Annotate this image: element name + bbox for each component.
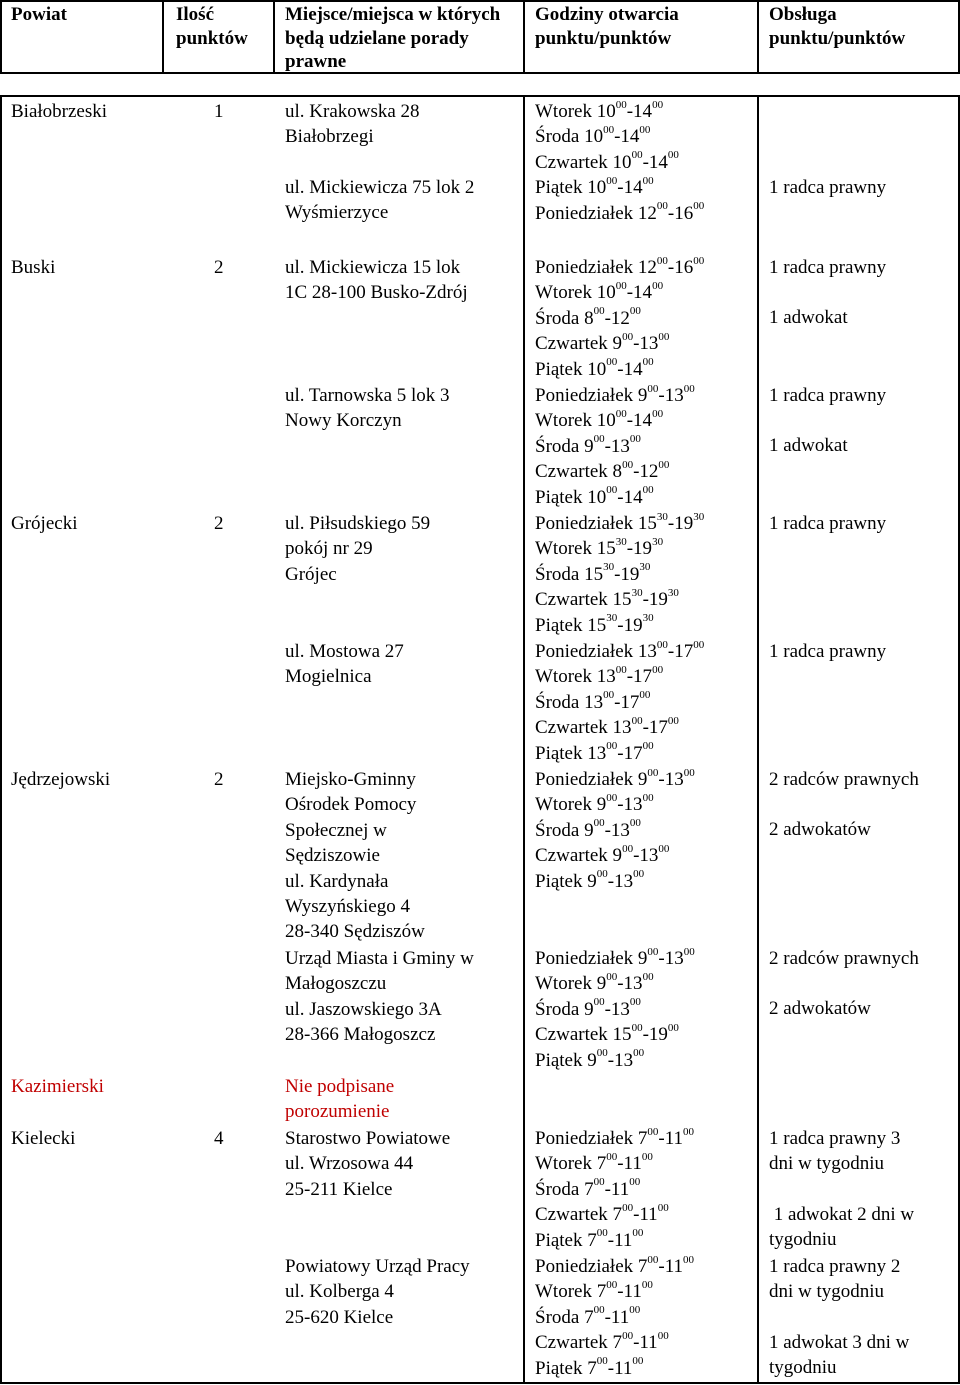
staff-cell [769, 511, 886, 536]
ilosc-cell: 2 [214, 769, 224, 790]
hours-cell [535, 639, 704, 766]
hours-line: Piątek $13^{00}-17^{00}$ [535, 740, 654, 764]
body-divider-staff [757, 95, 759, 1384]
ilosc-cell: 2 [214, 513, 224, 534]
place-line: ul. Piłsudskiego 59 [285, 513, 431, 534]
hours-line: Czwartek $9^{00}-13^{00}$ [535, 330, 670, 355]
hours-line: Wtorek $13^{00}-17^{00}$ [535, 664, 664, 688]
staff-line: 1 radca prawny [769, 513, 887, 534]
hours-line: Piątek $7^{00}-11^{00}$ [535, 1355, 644, 1379]
hours-cell [535, 1126, 694, 1253]
powiat-cell: Jędrzejowski [11, 769, 111, 790]
powiat-cell: Kazimierski [11, 1076, 104, 1097]
hours-line: Środa $9^{00}-13^{00}$ [535, 996, 641, 1020]
staff-line: 1 radca prawny [769, 385, 887, 406]
hours-line: Wtorek $10^{00}-14^{00}$ [535, 280, 664, 304]
place-line: ul. Tarnowska 5 lok 3 [285, 385, 450, 406]
place-line: Nie podpisane [285, 1076, 395, 1097]
hours-line: Poniedziałek $12^{00}-16^{00}$ [535, 200, 705, 224]
header-miejsce: Miejsce/miejsca w których będą udzielane porady prawne [285, 4, 501, 72]
place-line: 28-366 Małogoszcz [285, 1024, 436, 1046]
place-line: ul. Mickiewicza 15 lok [285, 257, 461, 278]
body-border-bottom [0, 1382, 960, 1384]
body-border-left [0, 95, 2, 1384]
body-border-top [0, 95, 960, 97]
place-cell [285, 383, 450, 434]
hours-line: Piątek $7^{00}-11^{00}$ [535, 1227, 644, 1251]
hours-line: Poniedziałek $9^{00}-13^{00}$ [535, 766, 695, 790]
body-divider-hours [523, 95, 525, 1384]
hours-line: Wtorek $10^{00}-14^{00}$ [535, 98, 664, 122]
hours-line: Poniedziałek $12^{00}-16^{00}$ [535, 254, 705, 278]
place-line: 25-211 Kielce [285, 1178, 393, 1200]
staff-line: 1 adwokat 3 dni w [769, 1331, 910, 1353]
hours-line: Środa $7^{00}-11^{00}$ [535, 1176, 641, 1200]
place-line: pokój nr 29 [285, 538, 373, 560]
staff-line: 2 radców prawnych [769, 769, 919, 790]
place-line: Nowy Korczyn [285, 410, 402, 432]
hours-line: Wtorek $7^{00}-11^{00}$ [535, 1279, 653, 1303]
place-line: ul. Jaszowskiego 3A [285, 998, 442, 1020]
hours-cell [535, 99, 704, 226]
place-line: Mogielnica [285, 666, 372, 688]
hours-cell [535, 255, 704, 382]
header-divider-3 [523, 0, 525, 74]
staff-line: 1 adwokat [769, 307, 848, 329]
staff-line: 1 radca prawny 2 [769, 1256, 901, 1277]
header-divider-2 [273, 0, 275, 74]
hours-line: Wtorek $7^{00}-11^{00}$ [535, 1151, 653, 1175]
hours-line: Wtorek $9^{00}-13^{00}$ [535, 971, 654, 995]
staff-line: 1 radca prawny [769, 257, 887, 278]
hours-cell [535, 946, 695, 1073]
staff-line: tygodniu [769, 1229, 837, 1251]
hours-line: Poniedziałek $9^{00}-13^{00}$ [535, 945, 695, 969]
hours-cell [535, 383, 695, 510]
place-cell [285, 639, 404, 690]
hours-line: Czwartek $7^{00}-11^{00}$ [535, 1329, 669, 1354]
header-divider-4 [757, 0, 759, 74]
hours-line: Poniedziałek $15^{30}-19^{30}$ [535, 510, 705, 534]
hours-line: Poniedziałek $9^{00}-13^{00}$ [535, 382, 695, 406]
header-border-left [0, 0, 2, 74]
hours-line: Środa $15^{30}-19^{30}$ [535, 561, 651, 585]
powiat-cell: Białobrzeski [11, 101, 108, 122]
hours-line: Piątek $9^{00}-13^{00}$ [535, 868, 645, 892]
hours-line: Środa $7^{00}-11^{00}$ [535, 1304, 641, 1328]
hours-line: Wtorek $10^{00}-14^{00}$ [535, 408, 664, 432]
hours-line: Poniedziałek $7^{00}-11^{00}$ [535, 1125, 695, 1149]
place-line: ul. Kolberga 4 [285, 1281, 394, 1303]
place-line: porozumienie [285, 1101, 390, 1123]
staff-line: tygodniu [769, 1357, 837, 1379]
staff-cell [769, 1126, 914, 1253]
hours-line: Poniedziałek $13^{00}-17^{00}$ [535, 638, 705, 662]
place-cell [285, 946, 474, 1048]
staff-line: dni w tygodniu [769, 1153, 885, 1175]
hours-line: Piątek $10^{00}-14^{00}$ [535, 484, 654, 508]
place-cell [285, 255, 468, 306]
hours-line: Czwartek $10^{00}-14^{00}$ [535, 149, 679, 173]
hours-line: Wtorek $9^{00}-13^{00}$ [535, 792, 654, 816]
staff-line: 1 adwokat [769, 435, 848, 457]
hours-line: Czwartek $8^{00}-12^{00}$ [535, 458, 670, 483]
place-cell [285, 1126, 450, 1202]
header-powiat: Powiat [11, 4, 67, 25]
place-line: Małogoszczu [285, 973, 387, 995]
staff-line: 2 adwokatów [769, 819, 871, 841]
hours-line: Poniedziałek $7^{00}-11^{00}$ [535, 1253, 695, 1277]
place-cell [285, 511, 430, 587]
place-line: ul. Wrzosowa 44 [285, 1153, 414, 1175]
place-line: 28-340 Sędziszów [285, 921, 425, 943]
place-line: Białobrzegi [285, 126, 374, 148]
staff-cell [769, 639, 886, 664]
place-line: ul. Mostowa 27 [285, 641, 404, 662]
place-line: ul. Kardynała [285, 870, 389, 892]
hours-line: Środa $8^{00}-12^{00}$ [535, 305, 641, 329]
place-line: Starostwo Powiatowe [285, 1128, 451, 1149]
staff-line: 2 radców prawnych [769, 948, 919, 969]
place-cell-not-signed [285, 1074, 394, 1125]
staff-cell [769, 1254, 909, 1381]
hours-cell [535, 511, 704, 638]
ilosc-cell: 1 [214, 101, 224, 122]
hours-line: Czwartek $13^{00}-17^{00}$ [535, 714, 679, 739]
powiat-cell: Buski [11, 257, 56, 278]
hours-cell [535, 1254, 694, 1381]
place-cell [285, 767, 425, 945]
staff-line: 2 adwokatów [769, 998, 871, 1020]
place-line: Miejsko-Gminny [285, 769, 416, 790]
hours-line: Piątek $9^{00}-13^{00}$ [535, 1047, 645, 1071]
place-line: ul. Mickiewicza 75 lok 2 [285, 176, 475, 198]
place-line: 25-620 Kielce [285, 1306, 394, 1328]
ilosc-cell: 4 [214, 1128, 224, 1149]
place-line: 1C 28-100 Busko-Zdrój [285, 282, 468, 304]
hours-line: Środa $9^{00}-13^{00}$ [535, 433, 641, 457]
place-line: Sędziszowie [285, 845, 380, 867]
staff-line: 1 radca prawny 3 [769, 1128, 901, 1149]
place-line: Powiatowy Urząd Pracy [285, 1256, 470, 1277]
hours-line: Piątek $15^{30}-19^{30}$ [535, 612, 654, 636]
staff-line: dni w tygodniu [769, 1281, 885, 1303]
header-godziny: Godziny otwarcia punktu/punktów [535, 4, 679, 49]
staff-cell [769, 383, 886, 459]
hours-cell [535, 767, 695, 894]
staff-cell [769, 255, 886, 331]
hours-line: Piątek $10^{00}-14^{00}$ [535, 174, 654, 199]
header-ilosc: Ilość punktów [176, 4, 248, 49]
powiat-cell: Grójecki [11, 513, 78, 534]
header-divider-1 [162, 0, 164, 74]
place-line: Wyszyńskiego 4 [285, 896, 410, 918]
hours-line: Środa $13^{00}-17^{00}$ [535, 689, 651, 713]
place-line: Wyśmierzyce [285, 202, 389, 224]
staff-line: 1 adwokat 2 dni w [769, 1203, 915, 1225]
place-cell [285, 1254, 470, 1330]
hours-line: Czwartek $9^{00}-13^{00}$ [535, 842, 670, 867]
hours-line: Czwartek $7^{00}-11^{00}$ [535, 1201, 669, 1226]
place-line: Ośrodek Pomocy [285, 794, 417, 816]
header-border-top [0, 0, 960, 2]
hours-line: Środa $9^{00}-13^{00}$ [535, 817, 641, 841]
place-cell [285, 99, 474, 226]
staff-line: 1 radca prawny [769, 641, 887, 662]
place-line: Społecznej w [285, 819, 387, 841]
staff-cell [769, 767, 919, 843]
staff-line: 1 radca prawny [769, 177, 887, 198]
hours-line: Środa $10^{00}-14^{00}$ [535, 124, 651, 148]
powiat-cell: Kielecki [11, 1128, 76, 1149]
place-line: Grójec [285, 563, 337, 585]
staff-cell [769, 175, 886, 200]
hours-line: Piątek $10^{00}-14^{00}$ [535, 356, 654, 380]
hours-line: Czwartek $15^{00}-19^{00}$ [535, 1021, 679, 1046]
header-obsluga: Obsługa punktu/punktów [769, 4, 906, 49]
hours-line: Wtorek $15^{30}-19^{30}$ [535, 536, 664, 560]
ilosc-cell: 2 [214, 257, 224, 278]
place-line: ul. Krakowska 28 [285, 101, 420, 122]
place-line: Urząd Miasta i Gminy w [285, 948, 474, 969]
staff-cell [769, 946, 919, 1022]
hours-line: Czwartek $15^{30}-19^{30}$ [535, 586, 679, 611]
